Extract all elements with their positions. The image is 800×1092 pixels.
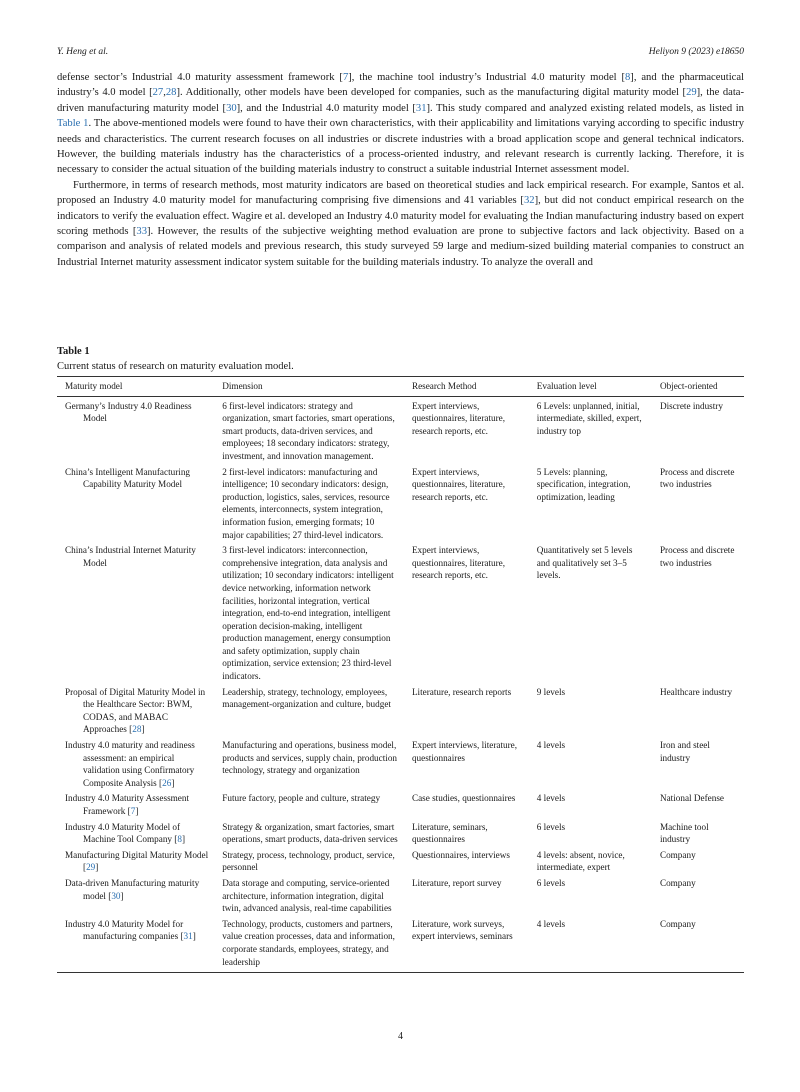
text-segment: China’s Intelligent Manufacturing Capability Maturity Model <box>65 466 191 490</box>
cell-dimension: Strategy & organization, smart factories, smart operations, smart products, data-driven services <box>222 821 398 845</box>
table-row <box>57 915 744 973</box>
cell-evaluation-level: 9 levels <box>536 686 566 697</box>
cell-evaluation-level: 6 Levels: unplanned, initial, intermediate, skilled, expert, industry top <box>536 400 642 436</box>
text-segment: , <box>163 87 166 99</box>
cell-evaluation-level: 4 levels: absent, novice, intermediate, expert <box>536 849 625 873</box>
table-row <box>57 789 744 817</box>
text-segment: ], but did not conduct empirical research on the indicators to verify the evaluation effect. Wagire et al. developed an Industry 4.0 maturity model for evaluating the Indian manufacturing industry based on expert scoring methods [ <box>57 195 744 238</box>
text-segment: Furthermore, in terms of research methods, most maturity indicators are based on theoretical studies and lack empirical research. For example, Santos et al. proposed an Industry 4.0 maturity model for manufacturing comprising five dimensions and 41 variables [ <box>57 179 744 207</box>
cell-maturity-model <box>57 541 214 683</box>
text-segment: ] <box>181 834 186 845</box>
cell-research-method: Literature, seminars, questionnaires <box>411 821 488 845</box>
cell-dimension: Leadership, strategy, technology, employees, management-organization and culture, budget <box>222 686 391 710</box>
cell-dimension: 3 first-level indicators: interconnection, comprehensive integration, data analysis and utilization; 10 secondary indicators: intelligent device networking, information network facilities, horizontal integration, vertical integration, end-to-end integration, intelligent operation decision-making, intelligent production management, energy consumption and safety optimization, supply chain optimization, service extension; 23 third-level indicators. <box>222 545 394 682</box>
citation-link[interactable]: Table 1 <box>57 118 89 130</box>
cell-dimension: Future factory, people and culture, strategy <box>222 793 381 804</box>
text-segment: ], the machine tool industry’s Industrial 4.0 maturity model [ <box>348 72 625 83</box>
cell-maturity-model <box>57 915 214 973</box>
header-journal: Heliyon 9 (2023) e18650 <box>648 47 744 57</box>
text-segment: ] <box>95 862 99 873</box>
citation-link[interactable]: 28 <box>132 724 142 735</box>
cell-evaluation-level: 4 levels <box>536 793 566 804</box>
cell-object-oriented: Iron and steel industry <box>659 740 710 763</box>
paragraph-2 <box>57 178 744 270</box>
cell-maturity-model <box>57 874 214 915</box>
table-row <box>57 683 744 736</box>
cell-dimension: 2 first-level indicators: manufacturing and intelligence; 10 secondary indicators: design, production, logistics, sales, services, resource elements, interconnects, system integration, information fusion, emerging formats; 10 major capabilities; 27 third-level indicators. <box>222 466 390 540</box>
citation-link[interactable]: 30 <box>226 102 237 114</box>
table-row <box>57 846 744 874</box>
text-segment: ], the data-driven manufacturing maturity model [ <box>57 87 744 114</box>
table-row <box>57 874 744 915</box>
cell-research-method: Expert interviews, questionnaires, literature, research reports, etc. <box>411 466 506 502</box>
cell-dimension: Manufacturing and operations, business model, products and services, supply chain, production technology, strategy and organization <box>222 740 398 776</box>
page-number: 4 <box>398 1031 403 1042</box>
cell-evaluation-level: Quantitatively set 5 levels and qualitatively set 3–5 levels. <box>536 545 633 581</box>
cell-evaluation-level: 6 levels <box>536 877 566 888</box>
citation-link[interactable]: 30 <box>111 890 121 901</box>
citation-link[interactable]: 29 <box>686 87 697 99</box>
cell-object-oriented: Discrete industry <box>659 400 723 411</box>
citation-link[interactable]: 29 <box>86 862 96 873</box>
text-segment: Industry 4.0 maturity and readiness assessment: an empirical validation using Confirmatory Composite Analysis [ <box>65 740 195 788</box>
cell-maturity-model <box>57 683 214 736</box>
citation-link[interactable]: 32 <box>523 195 535 207</box>
table-row <box>57 736 744 789</box>
text-segment: Industry 4.0 Maturity Assessment Framework [ <box>65 793 190 816</box>
cell-object-oriented: Machine tool industry <box>659 821 709 845</box>
body-text <box>57 70 744 270</box>
text-segment: ] <box>141 724 145 735</box>
citation-link[interactable]: 8 <box>177 834 182 845</box>
cell-dimension: Technology, products, customers and partners, value creation processes, data and information, corporate standards, employees, strategy, and leadership <box>214 915 404 973</box>
text-segment: Manufacturing Digital Maturity Model [ <box>65 849 209 873</box>
paragraph-1 <box>57 70 744 178</box>
cell-maturity-model <box>57 736 214 789</box>
table-caption: Current status of research on maturity evaluation model. <box>57 361 294 372</box>
cell-research-method: Literature, work surveys, expert interviews, seminars <box>404 915 529 973</box>
cell-object-oriented: Process and discrete two industries <box>659 545 735 568</box>
text-segment: Industry 4.0 Maturity Model of Machine Tool Company [ <box>65 821 181 845</box>
citation-link[interactable]: 31 <box>415 102 427 114</box>
citation-link[interactable]: 27 <box>152 87 164 99</box>
text-segment: ]. However, the results of the subjective weighting method evaluation are prone to subjective factors and lack objectivity. Based on a comparison and analysis of related models and previous research, this study surveyed 59 large and medium-sized building material companies to construct an Industrial Internet maturity assessment indicator system suitable for the building materials industry. To analyze the overall and <box>57 226 744 268</box>
cell-research-method: Literature, research reports <box>411 686 512 697</box>
cell-dimension: Strategy, process, technology, product, service, personnel <box>222 849 395 873</box>
cell-maturity-model <box>57 818 214 846</box>
header-author: Y. Heng et al. <box>57 47 109 57</box>
cell-object-oriented: Company <box>659 849 696 860</box>
cell-maturity-model <box>57 396 214 462</box>
citation-link[interactable]: 7 <box>342 72 349 83</box>
text-segment: . The above-mentioned models were found to have their own characteristics, with their applicability and limitations varying according to specific industry needs and characteristics. The current research focuses on all industries or discrete industries with a broad application scope and general technical indicators. However, the building materials industry has the characteristics of a process-oriented industry, and relevant research is currently lacking. Therefore, it is necessary to consider the actual situation of the building materials industry to construct a suitable industrial Internet assessment model. <box>57 118 744 176</box>
cell-evaluation-level: 5 Levels: planning, specification, integration, optimization, leading <box>536 466 631 502</box>
text-segment: ] <box>171 777 175 788</box>
cell-object-oriented: Healthcare industry <box>659 686 733 697</box>
cell-research-method: Expert interviews, questionnaires, literature, research reports, etc. <box>411 400 506 436</box>
table-header-row <box>57 377 744 397</box>
header-maturity-model: Maturity model <box>57 377 214 397</box>
table-title: Table 1 <box>57 346 90 357</box>
text-segment: ] <box>192 931 196 942</box>
maturity-table <box>57 376 744 973</box>
header-object-oriented: Object-oriented <box>652 377 744 397</box>
cell-dimension: 6 first-level indicators: strategy and organization, smart factories, smart operations, smart products, data-driven services, and employees; 18 secondary indicators: strategy, investment, and innovation management. <box>222 400 395 461</box>
citation-link[interactable]: 33 <box>136 226 147 238</box>
table-row <box>57 396 744 462</box>
header-dimension: Dimension <box>214 377 404 397</box>
table-row <box>57 818 744 846</box>
cell-object-oriented: Company <box>652 915 744 973</box>
table-body <box>57 396 744 973</box>
table-row <box>57 541 744 683</box>
citation-link[interactable]: 26 <box>162 777 172 788</box>
table-row <box>57 463 744 542</box>
citation-link[interactable]: 28 <box>165 87 177 99</box>
text-segment: ], and the Industrial 4.0 maturity model [ <box>236 102 416 114</box>
text-segment: Data-driven Manufacturing maturity model [ <box>65 877 200 901</box>
cell-evaluation-level: 6 levels <box>536 821 566 832</box>
text-segment: ] <box>135 806 139 816</box>
cell-object-oriented: Company <box>659 877 696 888</box>
cell-dimension: Data storage and computing, service-oriented architecture, information integration, digital twin, advanced analysis, real-time capabilities <box>222 877 392 914</box>
cell-evaluation-level: 4 levels <box>529 915 652 973</box>
text-segment: ], and the pharmaceutical industry’s 4.0 model [ <box>57 72 744 99</box>
text-segment: ]. Additionally, other models have been developed for companies, such as the manufacturing digital maturity model [ <box>176 87 687 99</box>
cell-research-method: Questionnaires, interviews <box>411 849 510 860</box>
text-segment: ] <box>120 890 124 901</box>
cell-research-method: Case studies, questionnaires <box>411 793 516 804</box>
header-research-method: Research Method <box>404 377 529 397</box>
cell-maturity-model <box>57 846 214 874</box>
cell-maturity-model <box>57 463 214 542</box>
citation-link[interactable]: 7 <box>130 806 136 816</box>
cell-research-method: Expert interviews, questionnaires, literature, research reports, etc. <box>411 545 506 581</box>
citation-link[interactable]: 31 <box>183 931 193 942</box>
text-segment: Germany’s Industry 4.0 Readiness Model <box>65 400 192 424</box>
header-evaluation-level: Evaluation level <box>529 377 652 397</box>
cell-object-oriented: Process and discrete two industries <box>659 466 735 490</box>
text-segment: China’s Industrial Internet Maturity Model <box>65 545 196 568</box>
text-segment: Proposal of Digital Maturity Model in the Healthcare Sector: BWM, CODAS, and MABAC Approaches [ <box>65 686 206 735</box>
text-segment: Industry 4.0 Maturity Model for manufacturing companies [ <box>65 918 184 942</box>
citation-link[interactable]: 8 <box>625 72 631 83</box>
cell-evaluation-level: 4 levels <box>536 740 566 751</box>
text-segment: ]. This study compared and analyzed existing related models, as listed in <box>426 102 744 114</box>
cell-maturity-model <box>57 789 214 817</box>
text-segment: defense sector’s Industrial 4.0 maturity assessment framework [ <box>57 72 343 83</box>
cell-research-method: Expert interviews, literature, questionnaires <box>411 740 518 763</box>
cell-object-oriented: National Defense <box>659 793 724 804</box>
cell-research-method: Literature, report survey <box>411 877 502 888</box>
